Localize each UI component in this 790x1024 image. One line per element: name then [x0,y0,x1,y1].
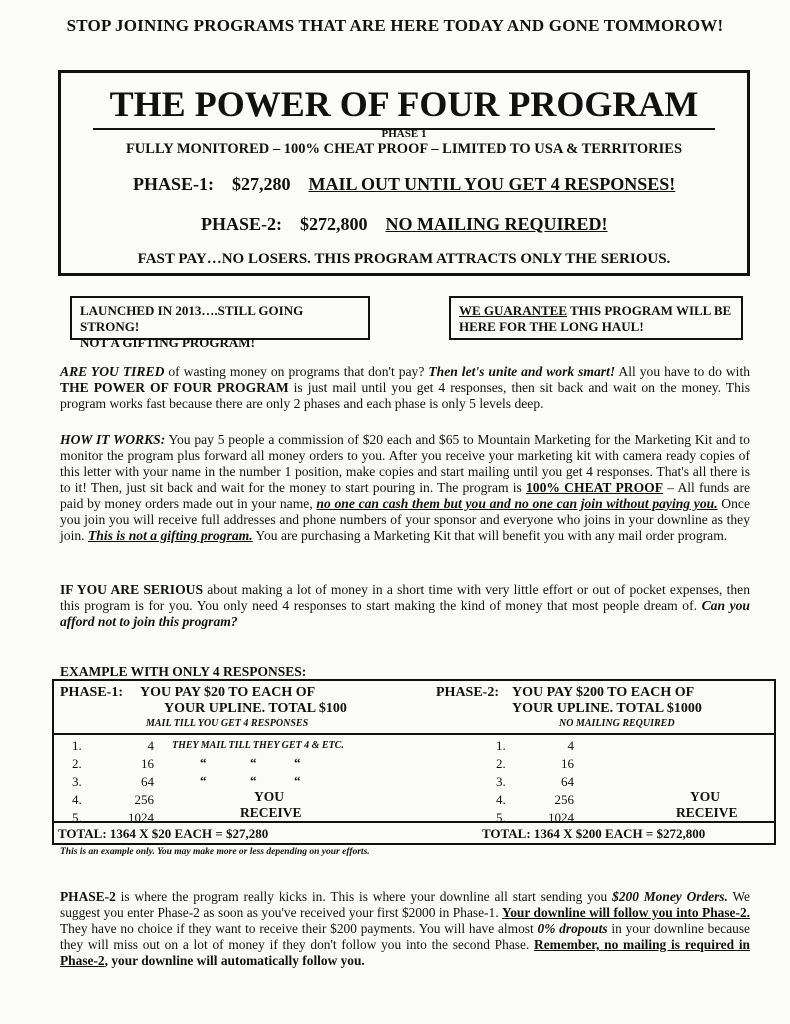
level-count: 4 [567,738,574,753]
phase2-text-4: in your downline because they will miss out on a lot of money if they don't follow you into the second Phase. [60,921,750,952]
example-phase1-note: MAIL TILL YOU GET 4 RESPONSES [146,718,309,729]
level-number: 3. [496,774,506,789]
level-count: 64 [561,774,574,789]
phase2-note: NO MAILING REQUIRED! [385,214,608,234]
phase2-label: PHASE-2: [201,214,282,234]
level-number: 2. [72,756,82,771]
serious-lead: IF YOU ARE SERIOUS [60,582,204,597]
no-cash-note: no one can cash them but you and no one can join without paying you. [316,496,718,511]
phase2-lead: PHASE-2 [60,889,116,904]
dropouts-emphasis: 0% dropouts [537,921,608,936]
example-phase2-note: NO MAILING REQUIRED [559,718,675,729]
how-text-2: – All funds are paid by money orders made out in your name, [60,480,750,511]
example-phase2-label: PHASE-2: [436,685,499,700]
serious-paragraph [60,582,750,630]
example-phase2-desc [512,685,702,717]
phase1-label: PHASE-1: [133,174,214,194]
example-disclaimer: This is an example only. You may make more or less depending on your efforts. [60,847,370,857]
level-number: 1. [496,738,506,753]
guarantee-box [449,296,743,340]
guarantee-rest: THIS PROGRAM WILL BE [567,303,732,318]
launched-box [70,296,370,350]
level-count: 64 [141,774,154,789]
not-gifting-note: This is not a gifting program. [87,528,253,543]
phase2-total: TOTAL: 1364 X $200 EACH = $272,800 [482,826,706,841]
intro-lead: ARE YOU TIRED [60,364,165,379]
phase2-counts [536,737,574,827]
example-phase1-line1: YOU PAY $20 TO EACH OF [140,685,316,700]
phase1-total: TOTAL: 1364 X $20 EACH = $27,280 [58,826,269,841]
example-phase1-label: PHASE-1: [60,685,123,700]
level-count: 16 [561,756,574,771]
phase1-note: MAIL OUT UNTIL YOU GET 4 RESPONSES! [308,174,676,194]
guarantee-line [459,303,733,319]
intro-text-2: All you have to do with [615,364,751,379]
intro-emphasis: Then let's unite and work smart! [428,364,616,379]
level-number: 3. [72,774,82,789]
ditto-mark: “ [250,773,257,788]
how-text-4: You are purchasing a Marketing Kit that will benefit you with any mail order program. [252,528,728,543]
intro-text-3: is just mail until you get 4 responses, then sit back and wait on the money. This program works fast because there are only 2 phases and each phase is only 5 levels deep. [60,380,750,411]
cheat-proof: 100% CHEAT PROOF [526,480,664,495]
ditto-mark: “ [294,755,301,770]
serious-question: Can you afford not to join this program? [60,598,750,629]
level-count: 256 [554,792,574,807]
long-haul-line: HERE FOR THE LONG HAUL! [459,319,644,334]
downline-follow: Your downline will follow you into Phase-2. [502,905,751,920]
program-title: THE POWER OF FOUR PROGRAM [109,84,699,124]
phase1-counts [118,737,154,827]
intro-text-1: of wasting money on programs that don't pay? [164,364,429,379]
intro-program-name: THE POWER OF FOUR PROGRAM [60,380,289,395]
phase2-you: YOU [690,789,720,804]
example-phase1-line2: YOUR UPLINE. TOTAL $100 [164,701,347,716]
level-number: 4. [496,792,506,807]
mail-note: THEY MAIL TILL THEY GET 4 & ETC. [172,740,344,751]
phase2-amount: $272,800 [300,214,368,234]
table-left-border [52,735,54,821]
how-text-3: Once you join you will receive full addresses and phone numbers of your sponsor and everyone who joins in your downline as they join. [60,496,750,543]
tagline: FAST PAY…NO LOSERS. THIS PROGRAM ATTRACTS ONLY THE SERIOUS. [137,251,671,267]
level-count: 4 [147,738,154,753]
example-phase1-desc [140,685,347,717]
money-orders-emphasis: $200 Money Orders. [612,889,728,904]
example-phase2-line1: YOU PAY $200 TO EACH OF [512,685,695,700]
ditto-mark: “ [200,773,207,788]
level-count: 16 [141,756,154,771]
level-number: 5. [72,810,82,825]
phase2-line [201,214,608,235]
remember-note: Remember, no mailing is required in Phase-2 [60,937,750,968]
program-subtitle: FULLY MONITORED – 100% CHEAT PROOF – LIMITED TO USA & TERRITORIES [125,141,683,157]
level-number: 4. [72,792,82,807]
level-count: 256 [134,792,154,807]
totals-box [52,821,776,845]
phase2-text-1: is where the program really kicks in. This is where your downline all start sending you [115,889,613,904]
title-box [58,70,750,276]
example-heading: EXAMPLE WITH ONLY 4 RESPONSES: [60,664,307,679]
phase-tag: PHASE 1 [381,128,427,140]
phase1-levels [72,737,82,827]
ditto-mark: “ [294,773,301,788]
not-gifting-line: NOT A GIFTING PROGRAM! [80,335,255,350]
level-number: 2. [496,756,506,771]
how-text-1: You pay 5 people a commission of $20 each and $65 to Mountain Marketing for the Marketing Kit and to monitor the program plus forward all money orders to you. After you receive your marketing kit with camera ready copies of this letter with your name in the number 1 position, make copies and start mailing until you get 4 responses. That's all there is to it! Then, just sit back and wait for the money to start pouring in. The program is [60,432,750,495]
example-header-box [52,679,776,735]
launched-line: LAUNCHED IN 2013….STILL GOING STRONG! [80,303,304,334]
intro-paragraph [60,364,750,412]
phase1-you: YOU [254,789,284,804]
example-phase2-line2: YOUR UPLINE. TOTAL $1000 [512,701,702,716]
top-banner: STOP JOINING PROGRAMS THAT ARE HERE TODAY AND GONE TOMMOROW! [66,16,724,35]
serious-text: about making a lot of money in a short time with very little effort or out of pocket expenses, then this program is for you. You only need 4 responses to start making the kind of money that most people dream of. [60,582,750,613]
level-count: 1024 [128,810,154,825]
phase1-line [133,174,675,195]
phase2-text-2: We suggest you enter Phase-2 as soon as you've received your first $2000 in Phase-1. [60,889,750,920]
level-number: 1. [72,738,82,753]
phase2-text-5: , your downline will automatically follow you. [104,953,365,968]
phase1-receive: RECEIVE [240,805,302,820]
phase2-receive: RECEIVE [676,805,738,820]
ditto-mark: “ [250,755,257,770]
level-number: 5. [496,810,506,825]
how-lead: HOW IT WORKS: [60,432,166,447]
how-it-works-paragraph [60,432,750,544]
table-right-border [774,735,776,821]
phase1-amount: $27,280 [232,174,291,194]
phase2-paragraph [60,889,750,969]
ditto-mark: “ [200,755,207,770]
level-count: 1024 [548,810,574,825]
phase2-text-3: They have no choice if they want to receive their $200 payments. You will have almost [60,921,538,936]
guarantee-emphasis: WE GUARANTEE [459,303,567,318]
phase2-levels [496,737,506,827]
